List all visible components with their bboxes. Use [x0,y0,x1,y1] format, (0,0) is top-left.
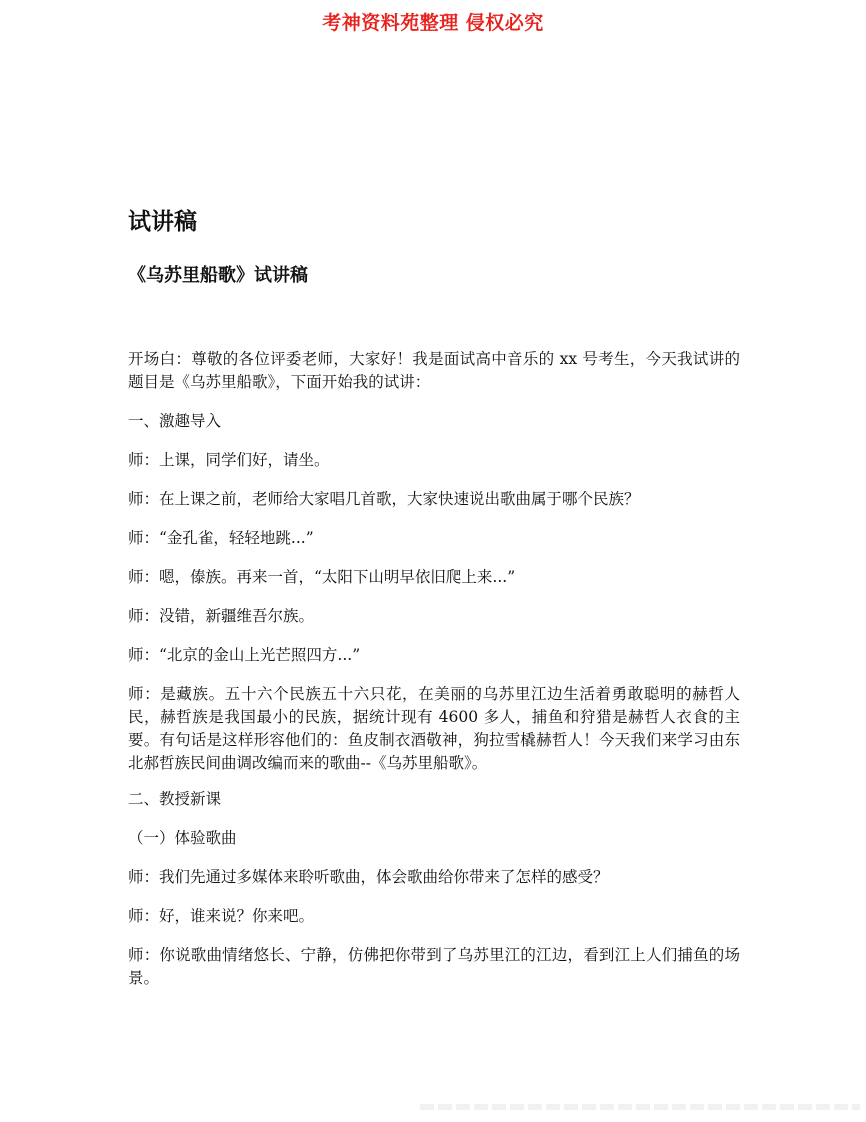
watermark-header: 考神资料苑整理 侵权必究 [322,12,544,34]
dialogue-line: 师：在上课之前，老师给大家唱几首歌，大家快速说出歌曲属于哪个民族？ [128,490,640,508]
section-heading-intro: 一、激趣导入 [128,412,222,430]
dialogue-line: 师：嗯，傣族。再来一首，“太阳下山明早依旧爬上来...” [128,568,516,586]
dialogue-paragraph: 师：是藏族。五十六个民族五十六只花，在美丽的乌苏里江边生活着勇敢聪明的赫哲人民，赫哲族是我国最小的民族，据统计现有 4600 多人，捕鱼和狩猎是赫哲人衣食的主要。有句话是这样形容他们的：鱼皮制衣酒敬神，狗拉雪橇赫哲人！今天我们来学习由东北郝哲族民间曲调改编而来的歌曲--《乌苏里船歌》。 [128,685,740,772]
dialogue-line: 师：没错，新疆维吾尔族。 [128,607,315,625]
dialogue-line: 师：好，谁来说？你来吧。 [128,907,315,925]
dialogue-line: 师：“金孔雀，轻轻地跳...” [128,529,314,547]
document-title: 试讲稿 [128,209,197,235]
section-heading-new-lesson: 二、教授新课 [128,790,222,808]
document-subtitle: 《乌苏里船歌》试讲稿 [128,265,308,286]
dialogue-line: 师：我们先通过多媒体来聆听歌曲，体会歌曲给你带来了怎样的感受？ [128,868,609,886]
subsection-heading: （一）体验歌曲 [128,829,237,847]
document-body [128,348,740,1006]
dialogue-line: 师：上课，同学们好，请坐。 [128,451,330,469]
page-footer-divider [420,1104,860,1110]
dialogue-line: 师：“北京的金山上光芒照四方...” [128,646,361,664]
dialogue-paragraph: 师：你说歌曲情绪悠长、宁静，仿佛把你带到了乌苏里江的江边，看到江上人们捕鱼的场景。 [128,946,740,987]
intro-paragraph: 开场白：尊敬的各位评委老师，大家好！我是面试高中音乐的 xx 号考生，今天我试讲的题目是《乌苏里船歌》，下面开始我的试讲： [128,350,740,391]
